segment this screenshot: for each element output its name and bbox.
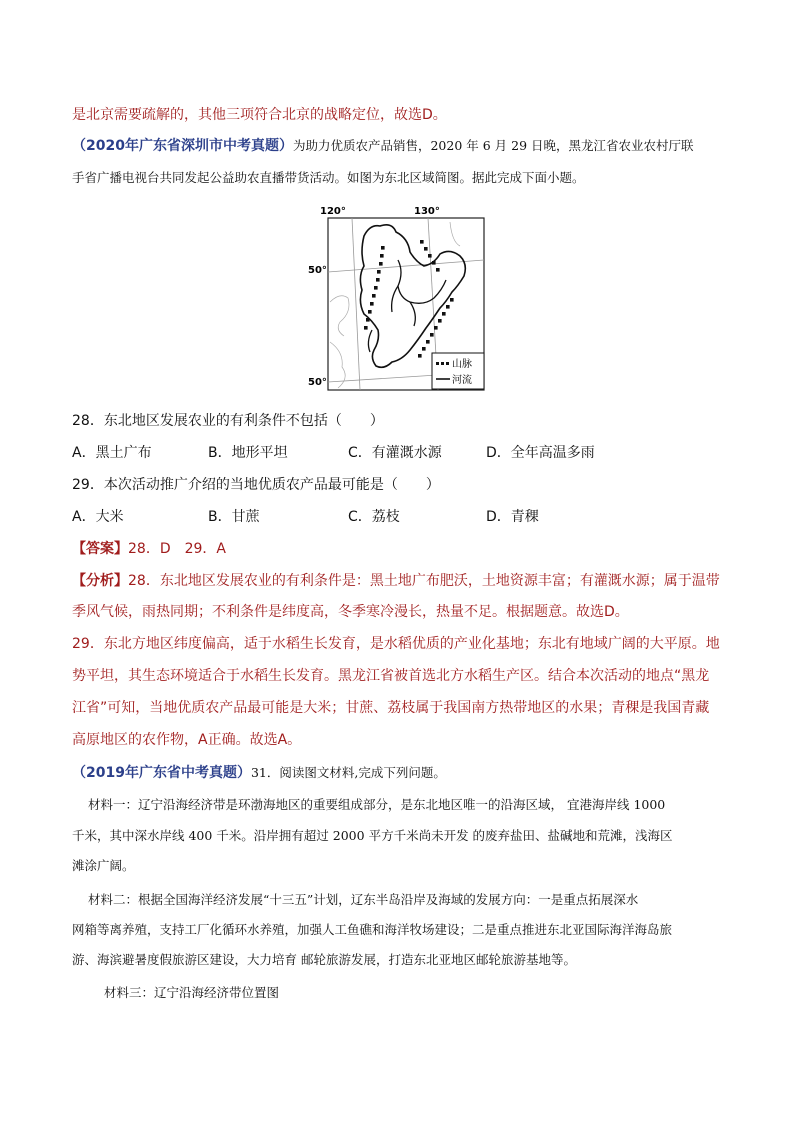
material2-line3: 游、海滨避暑度假旅游区建设，大力培育 邮轮旅游发展，打造东北亚地区邮轮旅游基地等。 [72,952,576,967]
lat-label-top: 50° [308,265,327,276]
q29-option-d: D．青稞 [486,509,539,525]
q31-stem: 31．阅读图文材料,完成下列问题。 [250,765,446,780]
map-legend [432,353,484,389]
analysis-line4: 势平坦，其生态环境适合于水稻生长发育。黑龙江省被首选北方水稻生产区。结合本次活动的地点“黑龙 [72,668,710,684]
province-outline [360,225,465,367]
analysis-line6: 高原地区的农作物，A正确。故选A。 [72,732,302,748]
q29-stem: 29．本次活动推广介绍的当地优质农产品最可能是（ ） [72,477,440,493]
intro-line: 是北京需要疏解的，其他三项符合北京的战略定位，故选D。 [72,107,447,123]
q28-option-d: D．全年高温多雨 [486,445,595,461]
analysis-line5: 江省”可知，当地优质农产品最可能是大米；甘蔗、荔枝属于我国南方热带地区的水果；青稞是我国青藏 [72,700,710,716]
answer-tag: 【答案】 [72,541,128,557]
analysis-tag: 【分析】 [72,573,128,589]
northeast-map [300,202,488,392]
lon-label-120: 120° [320,206,346,217]
legend-river-label: 河流 [452,375,472,386]
q29-option-c: C．荔枝 [348,509,400,525]
analysis-line2: 季风气候，雨热同期；不利条件是纬度高，冬季寒冷漫长，热量不足。根据题意。故选D。 [72,604,629,620]
lon-label-130: 130° [414,206,440,217]
q28-stem: 28．东北地区发展农业的有利条件不包括（ ） [72,413,384,429]
q1-source: （2020年广东省深圳市中考真题） [72,138,293,154]
legend-mountain-label: 山脉 [452,359,472,370]
material1-line1: 材料一：辽宁沿海经济带是环渤海地区的重要组成部分，是东北地区唯一的沿海区域， 宜港海岸线 1000 [88,797,666,812]
analysis-text1: 28．东北地区发展农业的有利条件是：黑土地广布肥沃，土地资源丰富；有灌溉水源；属于温带 [128,573,720,589]
answer-line [72,538,226,558]
q28-option-b: B．地形平坦 [208,445,288,461]
q1-stem-line2: 手省广播电视台共同发起公益助农直播带货活动。如图为东北区域简图。据此完成下面小题。 [72,170,585,185]
q28-option-c: C．有灌溉水源 [348,445,442,461]
analysis-line1 [72,570,720,590]
q29-option-b: B．甘蔗 [208,509,260,525]
analysis-line3: 29．东北方地区纬度偏高，适于水稻生长发育，是水稻优质的产业化基地；东北有地域广阔的大平原。地 [72,636,720,652]
answer-text: 28．D 29．A [128,541,226,557]
material3-line1: 材料三：辽宁沿海经济带位置图 [104,985,280,1000]
material1-line2: 千米，其中深水岸线 400 千米。沿岸拥有超过 2000 平方千米尚未开发 的废弃盐田、盐碱地和荒滩，浅海区 [72,828,673,843]
rivers [368,260,446,352]
q1-stem-text1: 为助力优质农产品销售，2020 年 6 月 29 日晚，黑龙江省农业农村厅联 [292,138,694,153]
material2-line1: 材料二：根据全国海洋经济发展“十三五”计划，辽东半岛沿岸及海域的发展方向：一是重点拓展深水 [88,892,639,907]
q31-source: （2019年广东省中考真题） [72,765,251,781]
lat-label-bottom: 50° [308,377,327,388]
q31-line [72,762,446,782]
q28-option-a: A．黑土广布 [72,445,152,461]
material1-line3: 滩涂广阔。 [72,858,135,873]
material2-line2: 网箱等离养殖，支持工厂化循环水养殖，加强人工鱼礁和海洋牧场建设；二是重点推进东北亚国际海洋海岛旅 [72,922,673,937]
q1-stem-line1 [72,135,694,155]
q29-option-a: A．大米 [72,509,124,525]
